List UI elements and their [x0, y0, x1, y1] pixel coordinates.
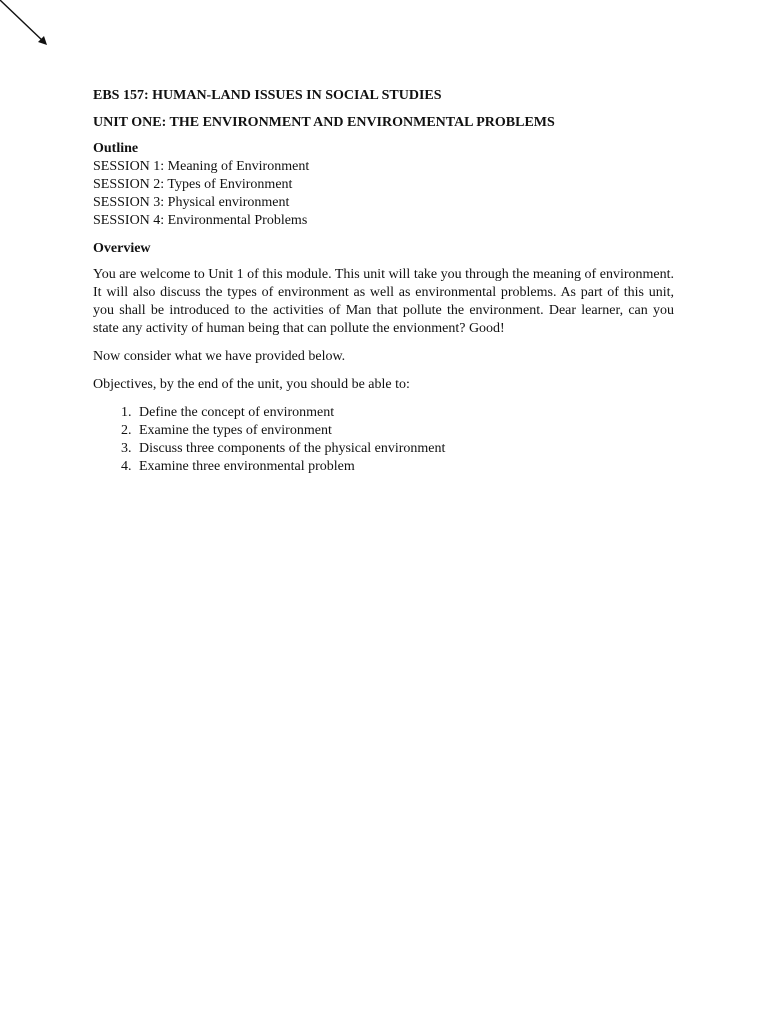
- arrow-down-right-icon: [0, 0, 60, 60]
- objectives-intro: Objectives, by the end of the unit, you should be able to:: [93, 377, 410, 392]
- session-list: [93, 158, 674, 230]
- objective-item: [93, 422, 674, 440]
- outline-heading: Outline: [93, 141, 139, 156]
- session-item: SESSION 2: Types of Environment: [93, 177, 293, 192]
- objective-text: Define the concept of environment: [139, 405, 335, 420]
- objective-text: Examine the types of environment: [139, 423, 332, 438]
- objective-text: Examine three environmental problem: [139, 459, 355, 474]
- objective-number: 4.: [121, 459, 132, 474]
- unit-title: UNIT ONE: THE ENVIRONMENT AND ENVIRONMENTAL PROBLEMS: [93, 115, 555, 130]
- document-page: [93, 87, 674, 476]
- consider-text: Now consider what we have provided below.: [93, 349, 346, 364]
- session-item: SESSION 4: Environmental Problems: [93, 213, 308, 228]
- session-item: SESSION 3: Physical environment: [93, 195, 290, 210]
- course-title: EBS 157: HUMAN-LAND ISSUES IN SOCIAL STUDIES: [93, 88, 442, 103]
- session-item: SESSION 1: Meaning of Environment: [93, 159, 310, 174]
- objective-number: 1.: [121, 405, 132, 420]
- objective-item: [93, 404, 674, 422]
- objective-number: 3.: [121, 441, 132, 456]
- overview-paragraph: You are welcome to Unit 1 of this module. This unit will take you through the meaning of environment. It will also discuss the types of environment as well as environmental problems. As part of this unit, you shall be introduced to the activities of Man that pollute the environment. Dear learner, can you state any activity of human being that can pollute the envionment? Good!: [93, 267, 674, 336]
- objectives-list: [93, 404, 674, 476]
- overview-heading: Overview: [93, 241, 151, 256]
- objective-item: [93, 458, 674, 476]
- objective-text: Discuss three components of the physical environment: [139, 441, 446, 456]
- objective-item: [93, 440, 674, 458]
- objective-number: 2.: [121, 423, 132, 438]
